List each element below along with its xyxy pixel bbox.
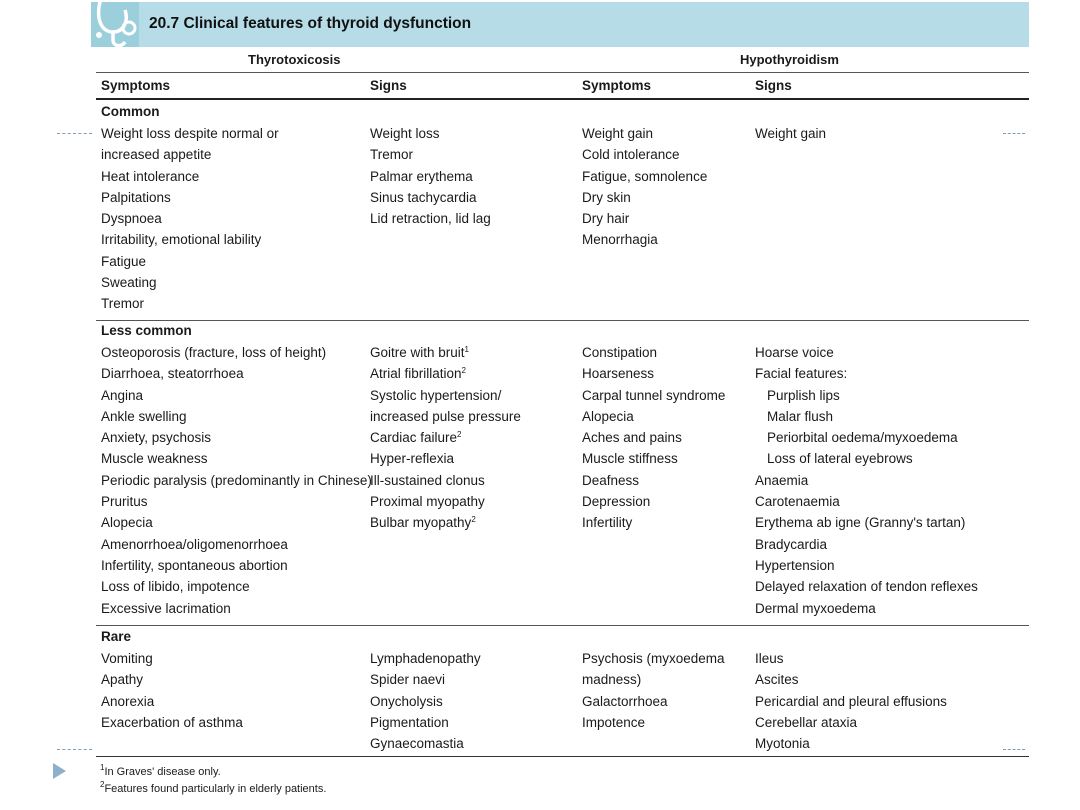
- guide-line-bottom-left: [57, 749, 92, 750]
- list-item: Sinus tachycardia: [370, 189, 477, 205]
- list-item: Exacerbation of asthma: [101, 714, 243, 730]
- list-item: Weight loss despite normal or: [101, 126, 279, 141]
- rare-thyro-symptoms: [101, 648, 243, 733]
- less-thyro-signs: [370, 342, 521, 534]
- list-item: Deafness: [582, 472, 640, 488]
- list-item: Sweating: [101, 275, 157, 291]
- list-item: Heat intolerance: [101, 168, 200, 184]
- list-item: Menorrhagia: [582, 232, 658, 248]
- less-thyro-symptoms: [101, 342, 372, 619]
- list-item: Apathy: [101, 672, 144, 688]
- list-item: Irritability, emotional lability: [101, 232, 262, 248]
- list-item: Vomiting: [101, 651, 153, 666]
- guide-line-top-right: [1003, 133, 1025, 134]
- guide-line-top-left: [57, 133, 92, 134]
- list-item: Cold intolerance: [582, 147, 680, 163]
- header-rule: [96, 98, 1029, 100]
- list-item: Cerebellar ataxia: [755, 714, 858, 730]
- less-hypo-symptoms: [582, 342, 725, 534]
- list-item: Proximal myopathy: [370, 494, 485, 510]
- list-item: Anorexia: [101, 693, 155, 709]
- list-item: Dry skin: [582, 189, 631, 205]
- list-item: Lymphadenopathy: [370, 651, 481, 666]
- list-item: Cardiac failure$^2$: [370, 430, 462, 446]
- list-item: Amenorrhoea/oligomenorrhoea: [101, 536, 288, 552]
- section-common-label: Common: [101, 104, 160, 119]
- table-banner: [91, 2, 1029, 47]
- list-item: Systolic hypertension/: [370, 387, 502, 403]
- section-rule-less-common: [96, 320, 1029, 321]
- section-less-common-label: Less common: [101, 323, 192, 338]
- list-item: Onycholysis: [370, 693, 443, 709]
- list-item: Carotenaemia: [755, 494, 840, 510]
- rare-hypo-signs: [755, 648, 947, 754]
- list-item: Ill-sustained clonus: [370, 472, 485, 488]
- list-item: Carpal tunnel syndrome: [582, 387, 726, 403]
- list-item: Bulbar myopathy$^2$: [370, 515, 476, 531]
- section-rule-rare: [96, 625, 1029, 626]
- list-item: Infertility: [582, 515, 633, 531]
- list-item: Gynaecomastia: [370, 736, 464, 752]
- list-item: Palpitations: [101, 189, 171, 205]
- list-item: Anaemia: [755, 472, 809, 488]
- list-item: Excessive lacrimation: [101, 600, 231, 616]
- list-item: Alopecia: [101, 515, 153, 531]
- list-item: Lid retraction, lid lag: [370, 211, 491, 227]
- footnote-number: 1: [100, 763, 105, 772]
- list-item: Spider naevi: [370, 672, 446, 688]
- list-item: Pruritus: [101, 494, 148, 510]
- common-thyro-symptoms: [101, 123, 279, 315]
- list-item: Malar flush: [767, 408, 834, 424]
- section-rare-label: Rare: [101, 629, 132, 644]
- list-item: Pigmentation: [370, 714, 449, 730]
- list-item: Atrial fibrillation$^2$: [370, 366, 466, 382]
- common-hypo-signs: [755, 123, 826, 144]
- header-thyro-signs: Signs: [370, 78, 407, 93]
- footnote-number: 2: [100, 780, 105, 789]
- common-thyro-signs: [370, 123, 491, 229]
- rare-hypo-symptoms: [582, 648, 725, 733]
- list-item: Palmar erythema: [370, 168, 473, 184]
- list-item: Osteoporosis (fracture, loss of height): [101, 345, 327, 360]
- footnote-marker: 2: [471, 515, 476, 525]
- list-item: Alopecia: [582, 408, 634, 424]
- list-item: Bradycardia: [755, 536, 828, 552]
- list-item: Muscle weakness: [101, 451, 208, 467]
- header-thyro-symptoms: Symptoms: [101, 78, 171, 93]
- table-bottom-rule: [96, 756, 1029, 757]
- list-item: Dermal myxoedema: [755, 600, 876, 616]
- list-item: increased appetite: [101, 147, 212, 163]
- list-item: Ileus: [755, 651, 784, 666]
- list-item: Loss of libido, impotence: [101, 579, 250, 595]
- list-item: Galactorrhoea: [582, 693, 668, 709]
- guide-line-bottom-right: [1003, 749, 1025, 750]
- list-item: madness): [582, 672, 642, 688]
- list-item: Ascites: [755, 672, 799, 688]
- list-item: Hoarse voice: [755, 345, 834, 360]
- list-item: Tremor: [101, 296, 144, 312]
- list-item: Ankle swelling: [101, 408, 187, 424]
- list-item: Weight gain: [582, 126, 654, 141]
- list-item: Delayed relaxation of tendon reflexes: [755, 579, 978, 595]
- list-item: Constipation: [582, 345, 658, 360]
- list-item: Hypertension: [755, 557, 835, 573]
- list-item: Goitre with bruit$^1$: [370, 345, 469, 360]
- group-hypothyroidism: Hypothyroidism: [740, 52, 839, 67]
- table-title: 20.7 Clinical features of thyroid dysfunction: [149, 15, 472, 32]
- list-item: Weight loss: [370, 126, 440, 141]
- list-item: Dry hair: [582, 211, 630, 227]
- list-item: Periorbital oedema/myxoedema: [767, 430, 958, 446]
- rare-thyro-signs: [370, 648, 481, 754]
- list-item: Loss of lateral eyebrows: [767, 451, 913, 467]
- stethoscope-icon: [91, 2, 139, 47]
- header-hypo-signs: Signs: [755, 78, 792, 93]
- list-item: Fatigue: [101, 253, 147, 269]
- list-item: Infertility, spontaneous abortion: [101, 557, 288, 573]
- list-item: Impotence: [582, 714, 646, 730]
- list-item: Erythema ab igne (Granny's tartan): [755, 515, 966, 531]
- list-item: Depression: [582, 494, 651, 510]
- list-item: increased pulse pressure: [370, 408, 521, 424]
- list-item: Facial features:: [755, 366, 848, 382]
- group-underline: [96, 72, 1029, 73]
- list-item: Muscle stiffness: [582, 451, 678, 467]
- play-arrow-icon[interactable]: [53, 763, 66, 779]
- list-item: Hoarseness: [582, 366, 655, 382]
- footnote-marker: 2: [457, 430, 462, 440]
- list-item: Purplish lips: [767, 387, 840, 403]
- list-item: Psychosis (myxoedema: [582, 651, 725, 666]
- footnote-marker: 1: [464, 345, 469, 354]
- list-item: Dyspnoea: [101, 211, 162, 227]
- footnote-2: $^2$Features found particularly in elderly patients.: [100, 780, 327, 795]
- list-item: Tremor: [370, 147, 413, 163]
- list-item: Diarrhoea, steatorrhoea: [101, 366, 244, 382]
- less-hypo-signs: [755, 342, 978, 619]
- footnote-1: $^1$In Graves' disease only.: [100, 763, 221, 778]
- list-item: Pericardial and pleural effusions: [755, 693, 947, 709]
- header-hypo-symptoms: Symptoms: [582, 78, 652, 93]
- list-item: Aches and pains: [582, 430, 682, 446]
- list-item: Fatigue, somnolence: [582, 168, 708, 184]
- group-thyrotoxicosis: Thyrotoxicosis: [248, 52, 341, 67]
- list-item: Angina: [101, 387, 144, 403]
- common-hypo-symptoms: [582, 123, 707, 251]
- footnote-marker: 2: [461, 366, 466, 376]
- list-item: Weight gain: [755, 126, 827, 141]
- list-item: Periodic paralysis (predominantly in Chinese): [101, 472, 372, 488]
- list-item: Anxiety, psychosis: [101, 430, 212, 446]
- list-item: Myotonia: [755, 736, 810, 752]
- list-item: Hyper-reflexia: [370, 451, 455, 467]
